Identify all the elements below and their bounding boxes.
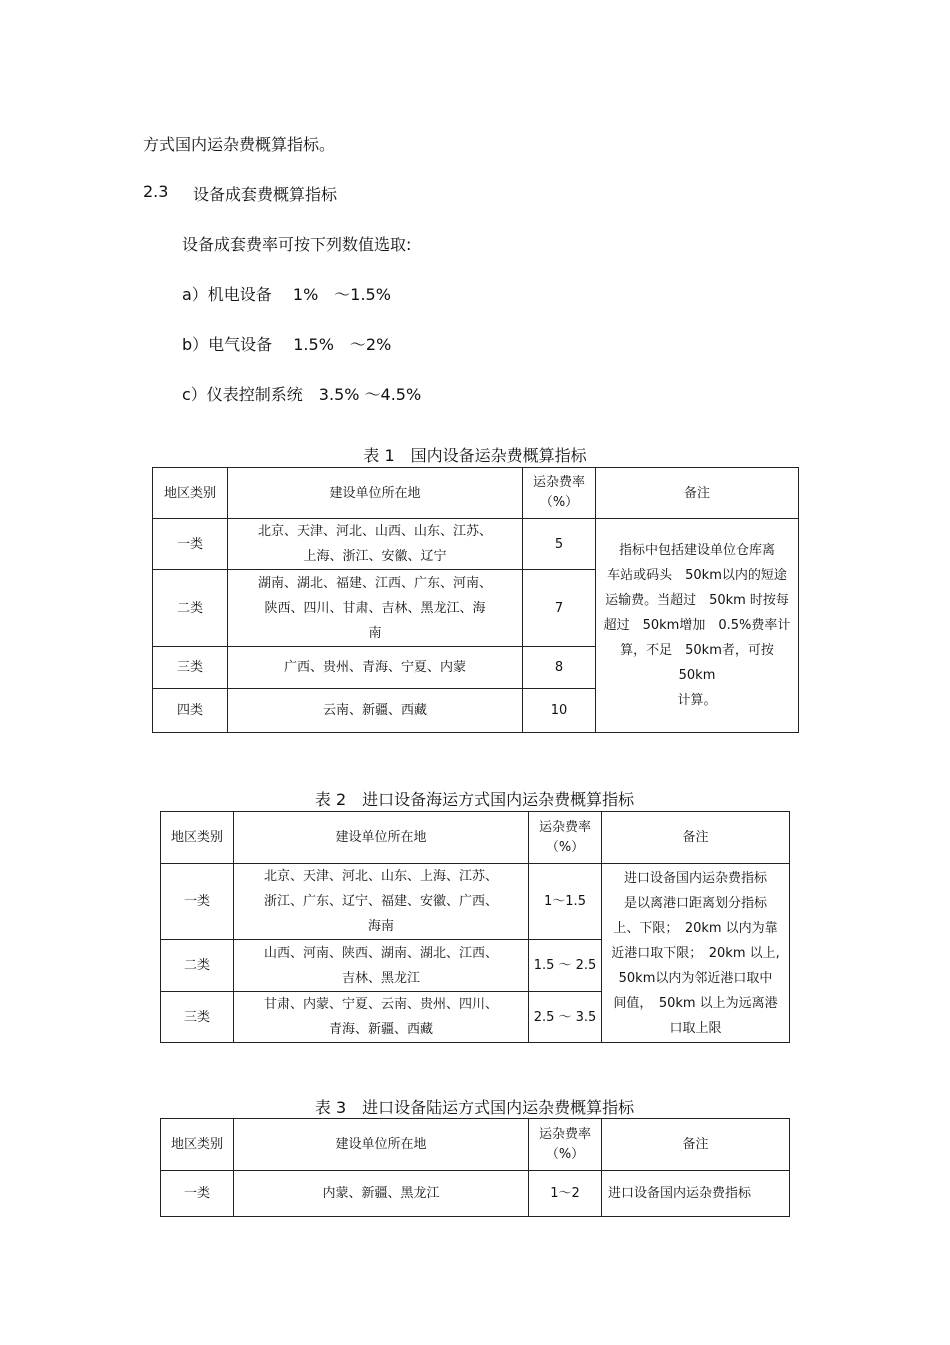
note-line: 运输费。当超过 50km 时按每: [605, 593, 789, 608]
category-cell: 二类: [153, 570, 228, 647]
header-category: 地区类别: [161, 812, 234, 864]
location-line: 甘肃、内蒙、宁夏、云南、贵州、四川、: [263, 997, 498, 1012]
location-line: 上海、浙江、安徽、辽宁: [303, 549, 447, 564]
category-cell: 四类: [153, 689, 228, 733]
location-cell: [228, 647, 523, 689]
rate-cell: 2.5 ～ 3.5: [529, 992, 602, 1043]
table3: [160, 1118, 790, 1217]
header-location: 建设单位所在地: [234, 812, 529, 864]
header-location: 建设单位所在地: [234, 1119, 529, 1171]
note-line: 计算。: [677, 693, 717, 708]
location-cell: [234, 1171, 529, 1217]
note-line: 上、下限； 20km 以内为靠: [613, 920, 778, 936]
rate-cell: 7: [523, 570, 596, 647]
category-cell: 三类: [161, 992, 234, 1043]
header-rate-unit: （%）: [545, 1146, 585, 1162]
rate-cell: 1～2: [529, 1171, 602, 1217]
note-line: 近港口取下限； 20km 以上,: [611, 945, 780, 961]
location-cell: [228, 689, 523, 733]
table-row: [153, 519, 799, 570]
location-line: 青海、新疆、西藏: [328, 1022, 433, 1037]
intro-line: 方式国内运杂费概算指标。: [143, 135, 336, 154]
header-category: 地区类别: [153, 468, 228, 519]
category-cell: 一类: [161, 864, 234, 940]
header-rate-label: 运杂费率: [538, 819, 591, 835]
location-line: 山西、河南、陕西、湖南、湖北、江西、: [263, 945, 498, 961]
location-line: 北京、天津、河北、山西、山东、江苏、: [257, 524, 492, 539]
header-category: 地区类别: [161, 1119, 234, 1171]
note-line: 是以离港口距离划分指标: [623, 895, 767, 911]
table1-caption: 表 1 国内设备运杂费概算指标: [363, 446, 587, 465]
location-line: 南: [368, 625, 382, 641]
rate-cell: 5: [523, 519, 596, 570]
note-line: 超过 50km增加 0.5%费率计: [603, 618, 791, 633]
location-line: 浙江、广东、辽宁、福建、安徽、广西、: [263, 894, 498, 909]
table-row: [161, 1171, 790, 1217]
header-location: 建设单位所在地: [228, 468, 523, 519]
header-note: 备注: [602, 1119, 790, 1171]
note-cell: [602, 864, 790, 1043]
rate-cell: 1.5 ～ 2.5: [529, 940, 602, 992]
location-line: 北京、天津、河北、山东、上海、江苏、: [263, 869, 498, 884]
header-rate-unit: （%）: [539, 495, 579, 510]
list-item: a）机电设备 1% ～1.5%: [182, 285, 391, 304]
location-line: 内蒙、新疆、黑龙江: [322, 1186, 440, 1201]
location-line: 陕西、四川、甘肃、吉林、黑龙江、海: [264, 600, 486, 616]
category-cell: 二类: [161, 940, 234, 992]
location-line: 云南、新疆、西藏: [322, 703, 427, 718]
location-cell: [228, 519, 523, 570]
list-item: b）电气设备 1.5% ～2%: [182, 335, 392, 354]
location-line: 海南: [367, 919, 394, 934]
section-number: 2.3: [143, 182, 169, 201]
note-line: 进口设备国内运杂费指标: [623, 870, 767, 886]
table3-caption: 表 3 进口设备陆运方式国内运杂费概算指标: [314, 1098, 635, 1117]
location-cell: [234, 992, 529, 1043]
category-cell: 一类: [161, 1171, 234, 1217]
header-note: 备注: [596, 468, 799, 519]
note-line: 指标中包括建设单位仓库离: [618, 543, 775, 558]
table1: [152, 467, 799, 733]
location-cell: [234, 940, 529, 992]
header-rate: [523, 468, 596, 519]
note-line: 车站或码头 50km以内的短途: [607, 568, 787, 583]
rate-cell: 8: [523, 647, 596, 689]
list-item: c）仪表控制系统 3.5% ～4.5%: [182, 385, 422, 404]
category-cell: 三类: [153, 647, 228, 689]
section-title: 设备成套费概算指标: [193, 185, 338, 204]
header-note: 备注: [602, 812, 790, 864]
rate-cell: 10: [523, 689, 596, 733]
table2: [160, 811, 790, 1043]
header-rate: [529, 812, 602, 864]
header-rate-label: 运杂费率: [532, 475, 585, 490]
header-rate-label: 运杂费率: [538, 1126, 591, 1142]
table-row: [161, 864, 790, 940]
location-cell: [228, 570, 523, 647]
location-line: 吉林、黑龙江: [341, 970, 420, 986]
note-line: 算，不足 50km者，可按 50km: [620, 643, 787, 683]
location-cell: [234, 864, 529, 940]
location-line: 广西、贵州、青海、宁夏、内蒙: [283, 660, 466, 675]
note-line: 50km以内为邻近港口取中: [618, 970, 773, 986]
rate-cell: 1～1.5: [529, 864, 602, 940]
lead-text: 设备成套费率可按下列数值选取:: [182, 235, 412, 254]
note-line: 间值， 50km 以上为远离港: [613, 995, 778, 1011]
note-cell: [596, 519, 799, 733]
location-line: 湖南、湖北、福建、江西、广东、河南、: [257, 575, 492, 591]
table2-caption: 表 2 进口设备海运方式国内运杂费概算指标: [314, 790, 635, 809]
header-rate: [529, 1119, 602, 1171]
header-rate-unit: （%）: [545, 839, 585, 855]
note-line: 口取上限: [669, 1020, 722, 1036]
category-cell: 一类: [153, 519, 228, 570]
note-cell: 进口设备国内运杂费指标: [602, 1171, 790, 1217]
